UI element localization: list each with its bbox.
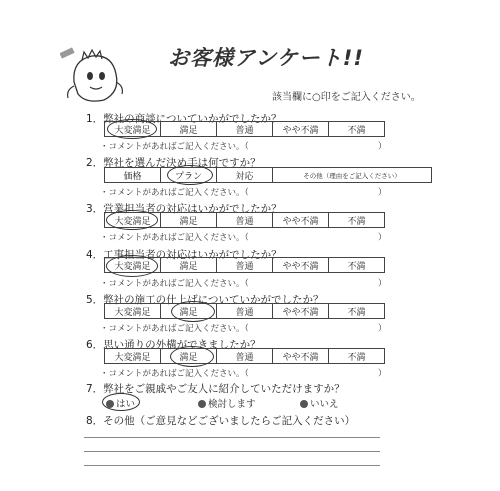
option-q2-1[interactable]: 価格: [105, 168, 161, 183]
question-5: 5．弊社の施工の仕上げについていかがでしたか？: [86, 294, 324, 306]
option-q6-2[interactable]: 満足: [161, 349, 217, 364]
option-q3-4[interactable]: やや不満: [273, 213, 329, 228]
option-q5-4[interactable]: やや不満: [273, 304, 329, 319]
option-q3-1[interactable]: 大変満足: [105, 213, 161, 228]
option-q4-3[interactable]: 普通: [217, 258, 273, 273]
comment-line-q5[interactable]: ・コメントがあればご記入ください。（ ）: [100, 324, 387, 334]
option-q6-1[interactable]: 大変満足: [105, 349, 161, 364]
option-q6-5[interactable]: 不満: [329, 349, 385, 364]
comment-line-q1[interactable]: ・コメントがあればご記入ください。（ ）: [100, 142, 387, 152]
option-q1-4[interactable]: やや不満: [273, 122, 329, 137]
option-q1-1[interactable]: 大変満足: [105, 122, 161, 137]
selection-circle-q5: [171, 301, 215, 322]
comment-line-q2[interactable]: ・コメントがあればご記入ください。（ ）: [100, 188, 387, 198]
page-title: お客様アンケート!!: [168, 46, 364, 70]
free-text-line-1[interactable]: [84, 437, 380, 438]
radio-yes[interactable]: はい: [106, 396, 135, 410]
option-q6-3[interactable]: 普通: [217, 349, 273, 364]
selection-circle-q4: [106, 255, 158, 277]
option-q5-5[interactable]: 不満: [329, 304, 385, 319]
option-q1-2[interactable]: 満足: [161, 122, 217, 137]
selection-circle-q2: [167, 165, 213, 185]
question-8: 8．その他（ご意見などございましたらご記入ください）: [86, 415, 356, 427]
option-q4-4[interactable]: やや不満: [273, 258, 329, 273]
radio-dot-icon: [198, 400, 206, 408]
selection-circle-q1: [107, 119, 157, 139]
option-q1-5[interactable]: 不満: [329, 122, 385, 137]
option-q2-3[interactable]: 対応: [217, 168, 273, 183]
question-1: 1．弊社の商談についていかがでしたか？: [86, 113, 282, 125]
radio-consider[interactable]: 検討します: [198, 396, 256, 410]
options-q2: [104, 167, 432, 183]
mascot-illustration: [60, 42, 130, 112]
selection-circle-q6: [170, 346, 214, 367]
question-7: 7．弊社をご親戚やご友人に紹介していただけますか？: [86, 383, 345, 395]
selection-circle-q7: [102, 393, 140, 411]
instruction-note: 該当欄に○印をご記入ください。: [272, 92, 421, 103]
option-q3-5[interactable]: 不満: [329, 213, 385, 228]
radio-dot-icon: [300, 400, 308, 408]
option-q2-4[interactable]: その他（理由をご記入ください）: [273, 168, 432, 183]
comment-line-q6[interactable]: ・コメントがあればご記入ください。（ ）: [100, 369, 387, 379]
option-q4-1[interactable]: 大変満足: [105, 258, 161, 273]
free-text-line-2[interactable]: [84, 451, 380, 452]
option-q4-2[interactable]: 満足: [161, 258, 217, 273]
options-q5: [104, 303, 385, 319]
comment-line-q3[interactable]: ・コメントがあればご記入ください。（ ）: [100, 233, 387, 243]
radio-no[interactable]: いいえ: [300, 396, 339, 410]
question-6: 6．思い通りの外構ができましたか？: [86, 339, 261, 351]
options-q6: [104, 348, 385, 364]
option-q5-3[interactable]: 普通: [217, 304, 273, 319]
option-q6-4[interactable]: やや不満: [273, 349, 329, 364]
option-q4-5[interactable]: 不満: [329, 258, 385, 273]
question-4: 4．工事担当者の対応はいかがでしたか？: [86, 249, 282, 261]
option-q1-3[interactable]: 普通: [217, 122, 273, 137]
option-q2-2[interactable]: プラン: [161, 168, 217, 183]
comment-line-q4[interactable]: ・コメントがあればご記入ください。（ ）: [100, 279, 387, 289]
option-q5-1[interactable]: 大変満足: [105, 304, 161, 319]
selection-circle-q3: [106, 210, 158, 230]
free-text-line-3[interactable]: [84, 465, 380, 466]
option-q5-2[interactable]: 満足: [161, 304, 217, 319]
question-2: 2．弊社を選んだ決め手は何ですか？: [86, 157, 261, 169]
option-q3-2[interactable]: 満足: [161, 213, 217, 228]
option-q3-3[interactable]: 普通: [217, 213, 273, 228]
question-3: 3．営業担当者の対応はいかがでしたか？: [86, 203, 282, 215]
